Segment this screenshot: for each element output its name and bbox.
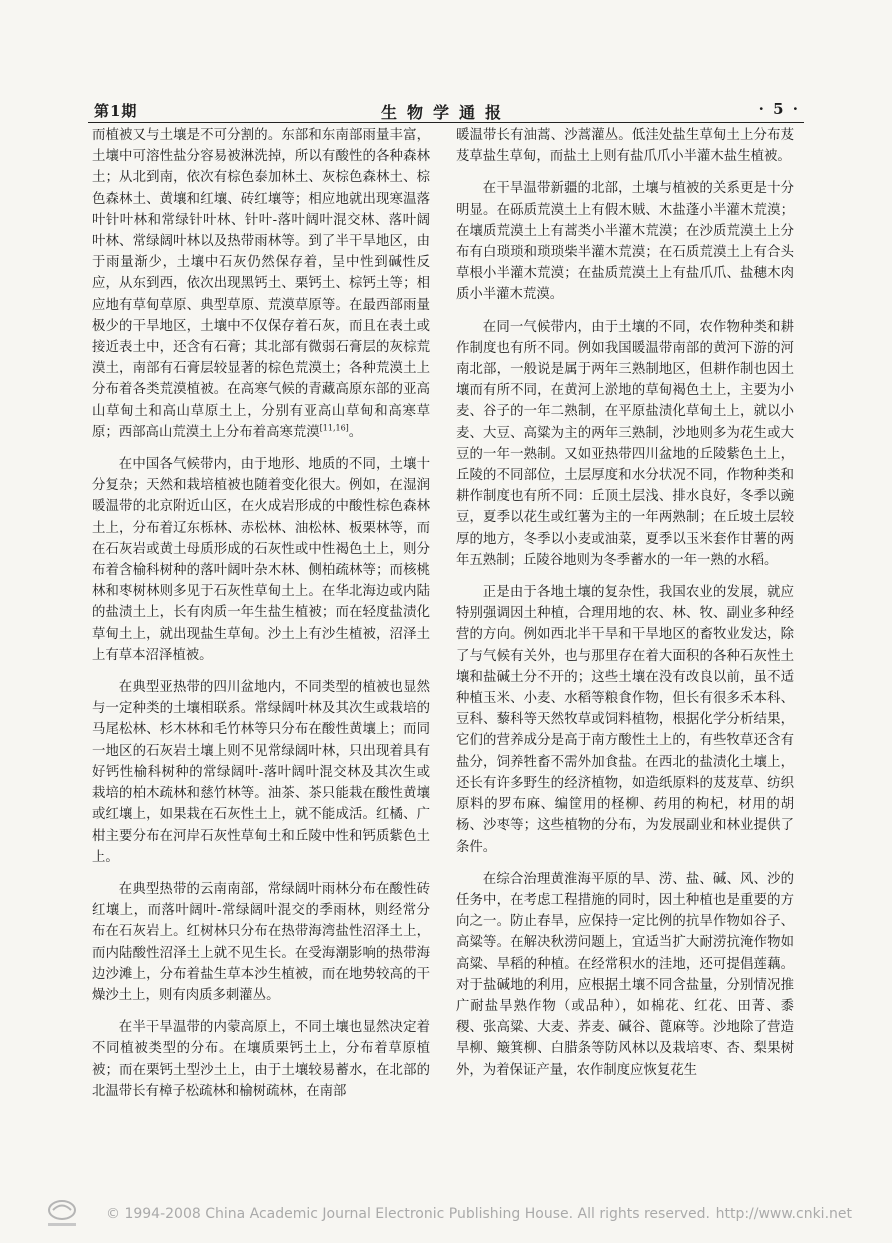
footer-url-link[interactable]: http://www.cnki.net — [715, 1206, 852, 1222]
running-header — [88, 100, 804, 124]
issue-number: 第1期 — [94, 102, 138, 120]
copyright-notice: © 1994-2008 China Academic Journal Electronic Publishing House. All rights reserved. — [106, 1206, 710, 1222]
left-column — [92, 125, 430, 1102]
paragraph: 在综合治理黄淮海平原的旱、涝、盐、碱、风、沙的任务中，在考虑工程措施的同时，因土种植也是重要的方向之一。防止春旱，应保持一定比例的抗旱作物如谷子、高粱等。在解决秋涝问题上，宜适当扩大耐涝抗淹作物如高粱、旱稻的种植。在经常积水的洼地，还可提倡莲藕。对于盐碱地的利用，应根据土壤不同含盐量，分别情况推广耐盐旱熟作物（或品种），如棉花、红花、田菁、黍稷、张高粱、大麦、荞麦、碱谷、蓖麻等。沙地除了营造旱柳、簸箕柳、白腊条等防风林以及栽培枣、杏、梨果树外，为着保证产量，农作制度应恢复花生 — [456, 871, 794, 1078]
paragraph: 在同一气候带内，由于土壤的不同，农作物种类和耕作制度也有所不同。例如我国暖温带南部的黄河下游的河南北部，一般说是属于两年三熟制地区，但耕作制也因土壤而有所不同，在黄河上淤地的草甸褐色土上，主要为小麦、谷子的一年二熟制，在平原盐渍化草甸土上，就以小麦、大豆、高粱为主的两年三熟制，沙地则多为花生或大豆的一年一熟制。又如亚热带四川盆地的丘陵紫色土上，丘陵的不同部位，土层厚度和水分状况不同，作物种类和耕作制度也有所不同：丘顶土层浅、排水良好，冬季以豌豆，夏季以花生或红薯为主的一年两熟制；在丘坡土层较厚的地方，冬季以小麦或油菜，夏季以玉米套作甘薯的两年五熟制；丘陵谷地则为冬季蓄水的一年一熟的水稻。 — [456, 319, 794, 568]
publisher-logo-icon — [44, 1198, 80, 1230]
right-column — [456, 125, 794, 1081]
paragraph — [92, 125, 430, 443]
citation-ref: [11,16] — [319, 423, 349, 433]
paragraph: 在半干旱温带的内蒙高原上，不同土壤也显然决定着不同植被类型的分布。在壤质栗钙土上，分布着草原植被；而在栗钙土型沙土上，由于土壤较易蓄水，在北部的北温带长有樟子松疏林和榆树疏林，在南部 — [92, 1020, 430, 1099]
paragraph: 暖温带长有油蒿、沙蒿灌丛。低洼处盐生草甸土上分布芨芨草盐生草甸，而盐土上则有盐爪爪小半灌木盐生植被。 — [456, 128, 794, 165]
paragraph-text: 而植被又与土壤是不可分割的。东部和东南部雨量丰富，土壤中可溶性盐分容易被淋洗掉，所以有酸性的各种森林土；从北到南，依次有棕色泰加林土、灰棕色森林土、棕色森林土、黄壤和红壤、砖红壤等；相应地就出现寒温落叶针叶林和常绿针叶林、针叶-落叶阔叶混交林、落叶阔叶林、常绿阔叶林以及热带雨林等。到了半干旱地区，由于雨量渐少，土壤中石灰仍然保存着，呈中性到碱性反应，从东到西，依次出现黑钙土、栗钙土、棕钙土等；相应地有草甸草原、典型草原、荒漠草原等。在最西部雨量极少的干旱地区，土壤中不仅保存着石灰，而且在表土或接近表土中，还含有石膏；其北部有微弱石膏层的灰棕荒漠土，南部有石膏层较显著的棕色荒漠土；各种荒漠土上分布着各类荒漠植被。在高寒气候的青藏高原东部的亚高山草甸土和高山草原土上，分别有亚高山草甸和高寒草原；西部高山荒漠土上分布着高寒荒漠 — [92, 128, 430, 440]
paragraph-text-tail: 。 — [348, 424, 363, 440]
journal-title: 生物学通报 — [380, 103, 511, 122]
footer — [44, 1198, 852, 1232]
paragraph: 在中国各气候带内，由于地形、地质的不同，土壤十分复杂；天然和栽培植被也随着变化很大。例如，在湿润暖温带的北京附近山区，在火成岩形成的中酸性棕色森林土上，分布着辽东栎林、赤松林、油松林、板栗林等，而在石灰岩或黄土母质形成的石灰性或中性褐色土上，则分布着含榆科树种的落叶阔叶杂木林、侧柏疏林等；而核桃林和枣树林则多见于石灰性草甸土上。在华北海边或内陆的盐渍土上，长有肉质一年生盐生植被；而在轻度盐渍化草甸土上，就出现盐生草甸。沙土上有沙生植被，沼泽土上有草本沼泽植被。 — [92, 457, 430, 663]
page-number: · 5 · — [758, 100, 800, 118]
paragraph: 在典型热带的云南南部，常绿阔叶雨林分布在酸性砖红壤上，而落叶阔叶-常绿阔叶混交的季雨林，则经常分布在石灰岩上。红树林只分布在热带海湾盐性沼泽土上，而内陆酸性沼泽土上就不见生长。在受海潮影响的热带海边沙滩上，分布着盐生草本沙生植被，而在地势较高的干燥沙土上，则有肉质多刺灌丛。 — [92, 881, 430, 1003]
paragraph: 正是由于各地土壤的复杂性，我国农业的发展，就应特别强调因土种植，合理用地的农、林、牧、副业多种经营的方向。例如西北半干旱和干旱地区的畜牧业发达，除了与气候有关外，也与那里存在着大面积的各种石灰性土壤和盐碱土分不开的；这些土壤在没有改良以前，虽不适种植玉米、小麦、水稻等粮食作物，但长有很多禾本科、豆科、藜科等天然牧草或饲料植物，根据化学分析结果，它们的营养成分是高于南方酸性土上的，有些牧草还含有盐分，饲养牲畜不需外加食盐。在西北的盐渍化土壤上，还长有许多野生的经济植物，如造纸原料的芨芨草、纺织原料的罗布麻、编筐用的柽柳、药用的枸杞，材用的胡杨、沙枣等；这些植物的分布，为发展副业和林业提供了条件。 — [456, 585, 794, 855]
header-rule — [88, 122, 804, 123]
paragraph: 在干旱温带新疆的北部，土壤与植被的关系更是十分明显。在砾质荒漠土上有假木贼、木盐蓬小半灌木荒漠；在壤质荒漠土上有蒿类小半灌木荒漠；在沙质荒漠土上分布有白琐琐和琐琐柴半灌木荒漠；在石质荒漠土上有合头草根小半灌木荒漠；在盐质荒漠土上有盐爪爪、盐穗木肉质小半灌木荒漠。 — [456, 181, 794, 303]
paragraph: 在典型亚热带的四川盆地内，不同类型的植被也显然与一定种类的土壤相联系。常绿阔叶林及其次生或栽培的马尾松林、杉木林和毛竹林等只分布在酸性黄壤上；而同一地区的石灰岩土壤上则不见常绿阔叶林，只出现着具有好钙性榆科树种的常绿阔叶-落叶阔叶混交林及其次生或栽培的柏木疏林和慈竹林等。油茶、茶只能栽在酸性黄壤或红壤上，如果栽在石灰性土上，就不能成活。红橘、广柑主要分布在河岸石灰性草甸土和丘陵中性和钙质紫色土上。 — [92, 680, 430, 865]
